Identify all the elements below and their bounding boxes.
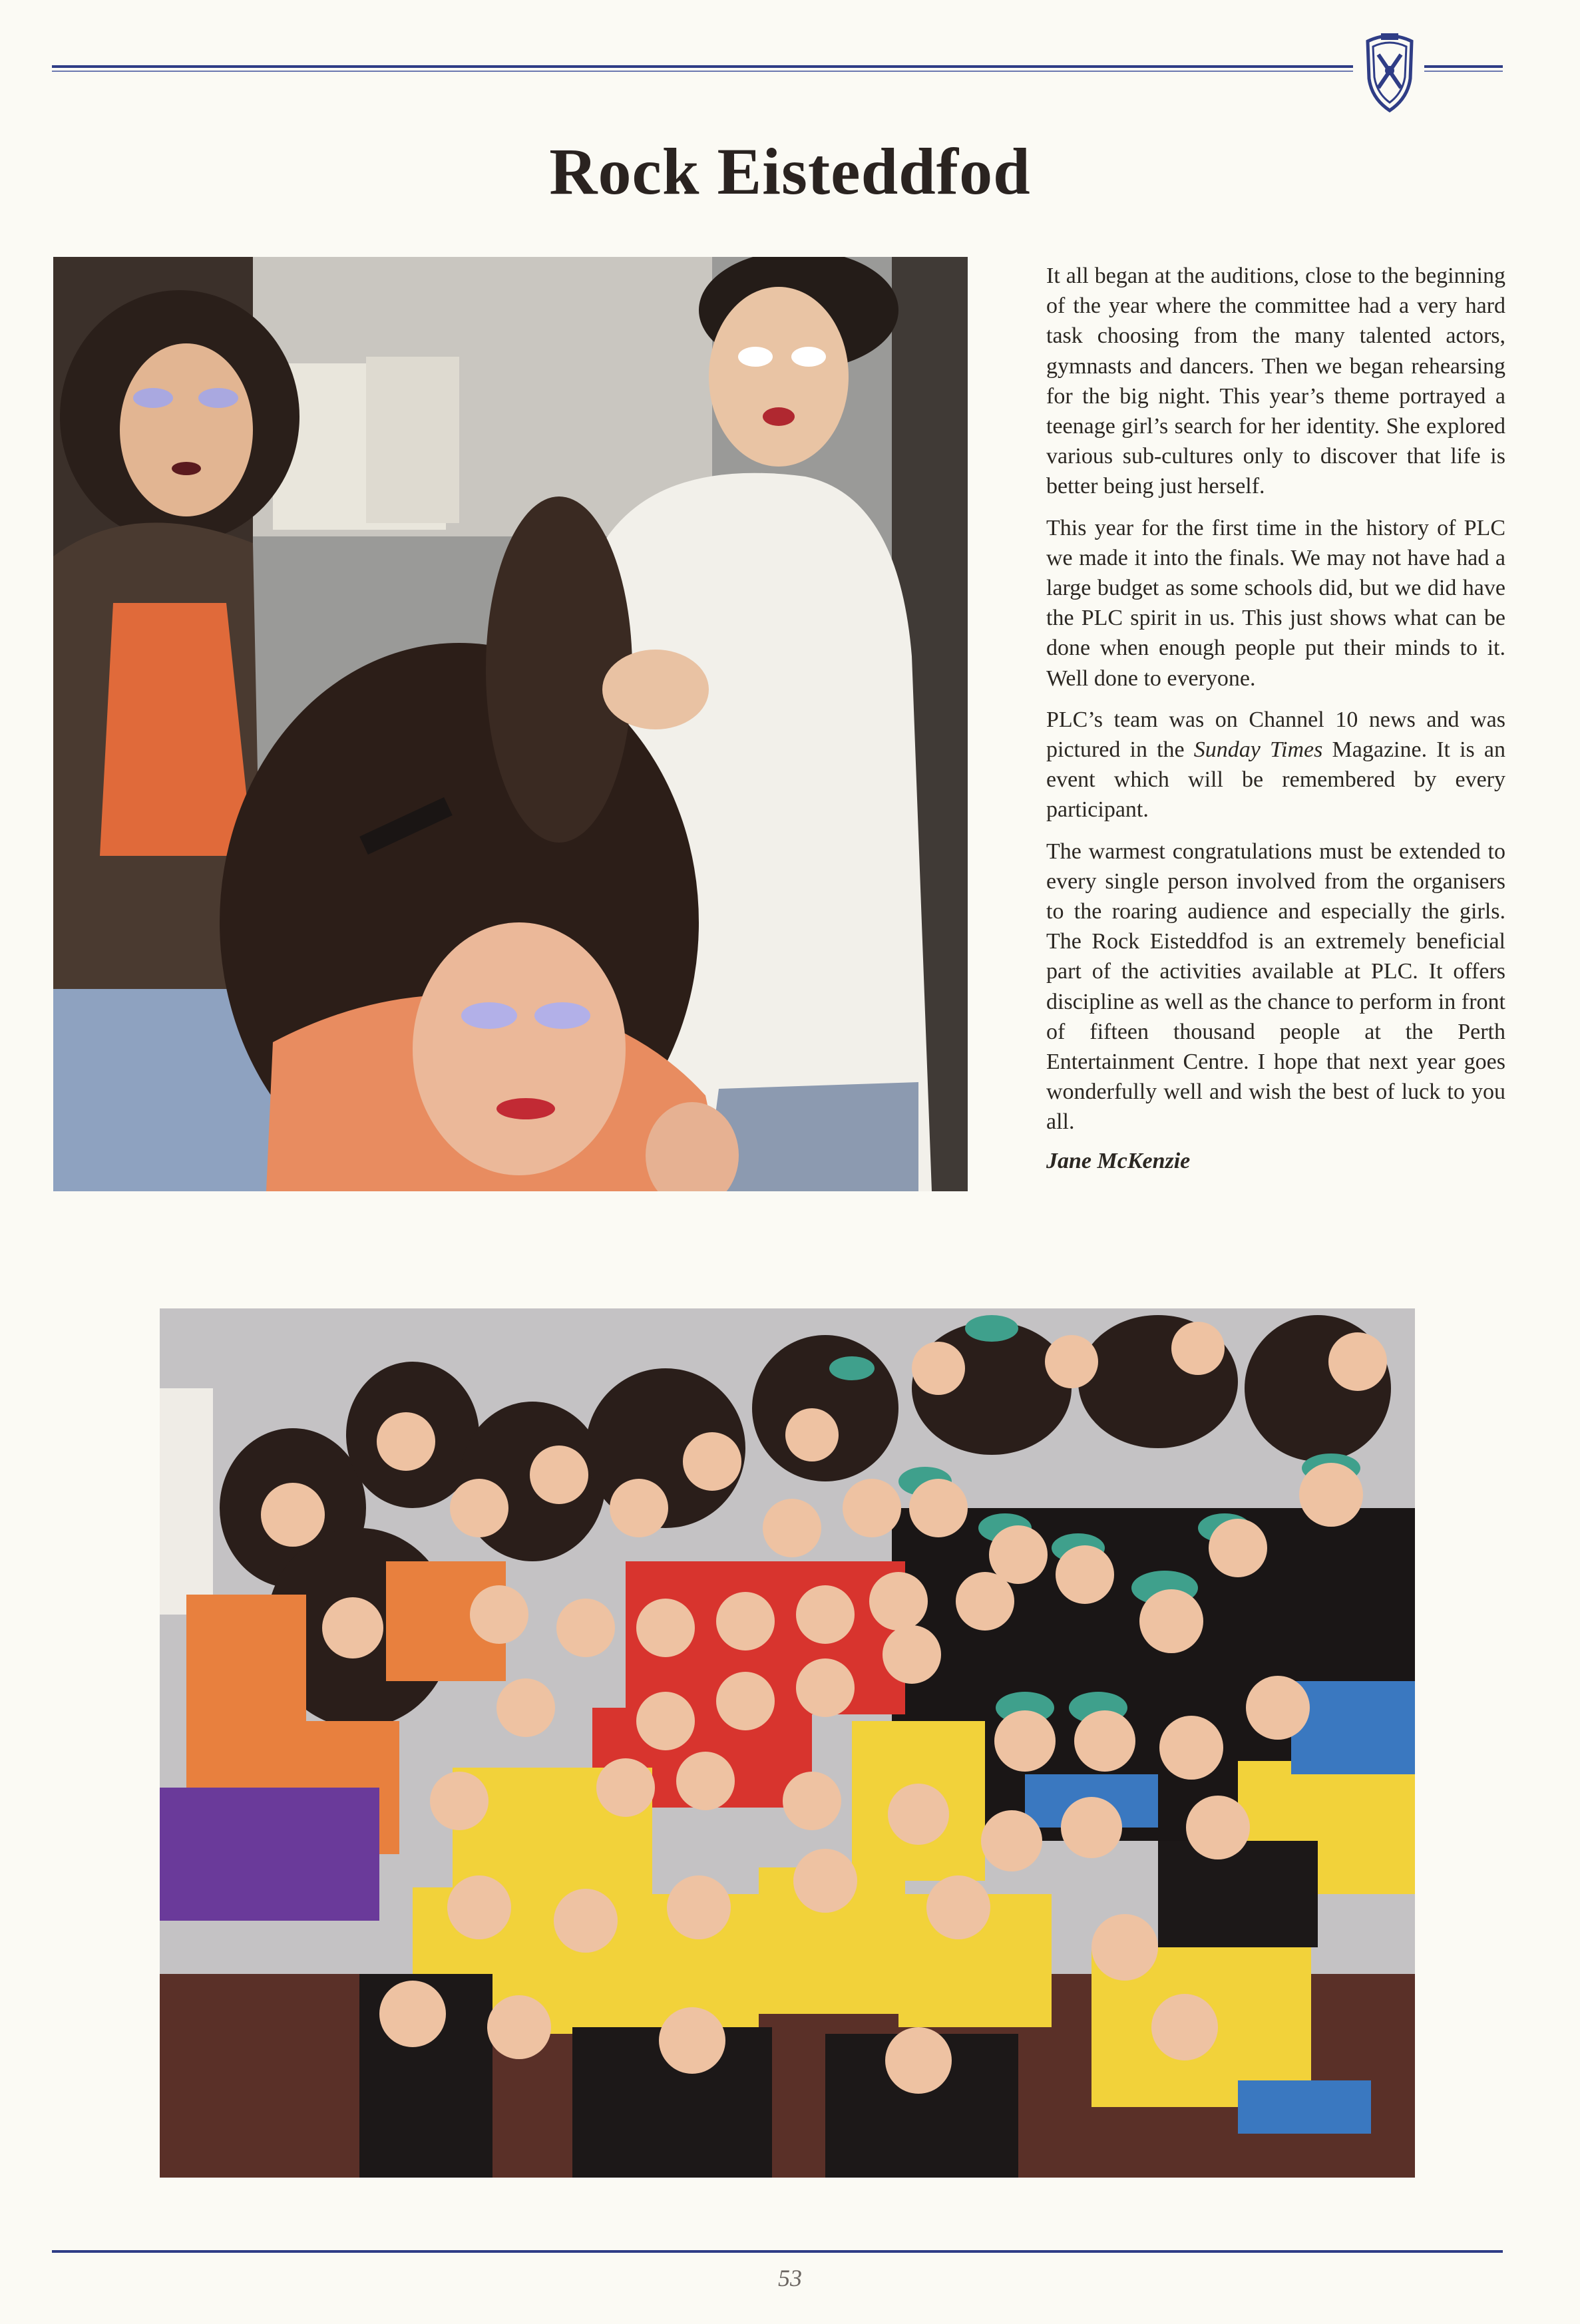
article-text: PLC’s team was on Channel 10 news and was pictured in the	[1046, 707, 1505, 763]
article-paragraph: The warmest congratulations must be extended to every single person involved from the organisers to the roaring audience and especially the girls. The Rock Eisteddfod is an extremely beneficial part of the activities available at PLC. It offers discipline as well as the chance to perform in front of fifteen thousand people at the Perth Entertainment Centre. I hope that next year goes wonderfully well and wish the best of luck to you all.	[1046, 839, 1505, 1135]
author-byline: Jane McKenzie	[1046, 1148, 1191, 1173]
hair-styling-photo	[53, 257, 968, 1191]
header-rule	[52, 65, 1353, 75]
group-photo	[160, 1308, 1415, 2178]
article-text: Magazine. It is an event which will be remembered by every participant.	[1046, 737, 1506, 823]
article-paragraph: This year for the first time in the history of PLC we made it into the finals. We may not have had a large budget as some schools did, but we did have the PLC spirit in us. This just shows what can be done when enough people put their minds to it. Well done to everyone.	[1046, 515, 1505, 691]
magazine-title: Sunday Times	[1193, 737, 1323, 763]
school-crest-icon	[1361, 32, 1418, 114]
page-title: Rock Eisteddfod	[549, 134, 1031, 208]
page-number: 53	[778, 2265, 802, 2291]
footer-rule	[52, 2250, 1503, 2253]
article-paragraph	[1046, 705, 1505, 825]
header-rule-end	[1424, 65, 1503, 75]
article-paragraph: It all began at the auditions, close to the beginning of the year where the committee had a very hard task choosing from the many talented actors, gymnasts and dancers. Then we began rehearsing for the big night. This year’s theme portrayed a teenage girl’s search for her identity. She explored various sub-cultures only to discover that life is better being just herself.	[1046, 264, 1505, 499]
article-body	[1046, 261, 1505, 1176]
